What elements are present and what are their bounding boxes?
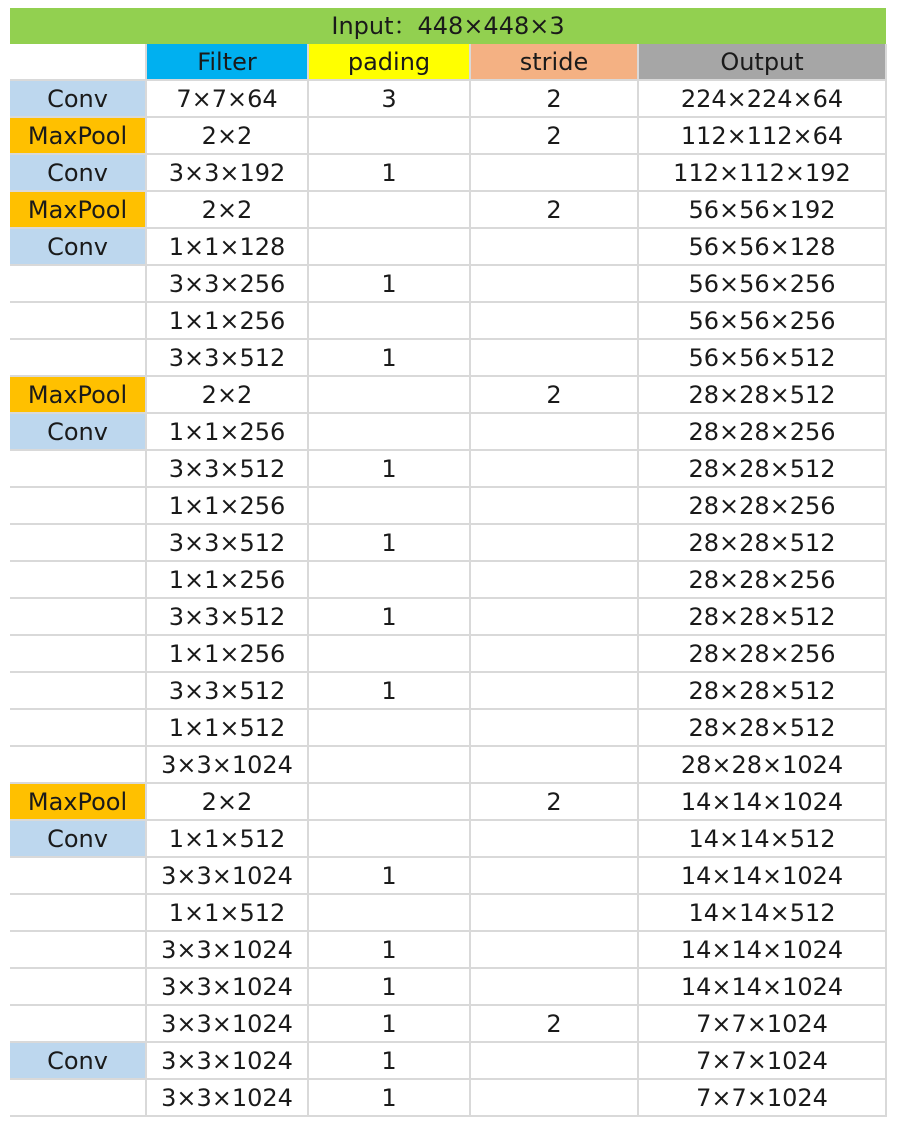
table-row: [10, 80, 886, 117]
table-row: [10, 413, 886, 450]
stride-cell: [470, 746, 638, 783]
filter-cell: 3×3×1024: [146, 1042, 308, 1079]
output-cell: 224×224×64: [638, 80, 886, 117]
output-cell: 7×7×1024: [638, 1079, 886, 1116]
filter-cell: 3×3×512: [146, 598, 308, 635]
table-row: [10, 265, 886, 302]
layer-type-cell: [10, 302, 146, 339]
output-cell: 56×56×256: [638, 302, 886, 339]
stride-cell: 2: [470, 191, 638, 228]
stride-cell: [470, 709, 638, 746]
pading-cell: 1: [308, 1042, 470, 1079]
pading-cell: 1: [308, 1079, 470, 1116]
table-row: [10, 376, 886, 413]
filter-cell: 7×7×64: [146, 80, 308, 117]
output-cell: 7×7×1024: [638, 1005, 886, 1042]
header-filter: Filter: [146, 44, 308, 80]
output-cell: 28×28×256: [638, 413, 886, 450]
table-row: [10, 302, 886, 339]
table-row: [10, 894, 886, 931]
output-cell: 56×56×128: [638, 228, 886, 265]
table-row: [10, 228, 886, 265]
layer-type-cell: [10, 635, 146, 672]
pading-cell: [308, 191, 470, 228]
output-cell: 14×14×1024: [638, 857, 886, 894]
output-cell: 112×112×192: [638, 154, 886, 191]
table-row: [10, 487, 886, 524]
pading-cell: 3: [308, 80, 470, 117]
table-row: [10, 931, 886, 968]
stride-cell: [470, 894, 638, 931]
filter-cell: 1×1×512: [146, 709, 308, 746]
stride-cell: [470, 487, 638, 524]
header-stride: stride: [470, 44, 638, 80]
output-cell: 14×14×1024: [638, 931, 886, 968]
table-row: [10, 820, 886, 857]
layer-type-cell: Conv: [10, 413, 146, 450]
pading-cell: [308, 783, 470, 820]
layer-type-cell: [10, 339, 146, 376]
table-row: [10, 635, 886, 672]
pading-cell: 1: [308, 154, 470, 191]
pading-cell: [308, 413, 470, 450]
stride-cell: [470, 265, 638, 302]
output-cell: 14×14×1024: [638, 783, 886, 820]
stride-cell: [470, 968, 638, 1005]
pading-cell: [308, 487, 470, 524]
filter-cell: 3×3×1024: [146, 1079, 308, 1116]
layer-type-cell: [10, 1005, 146, 1042]
stride-cell: [470, 1042, 638, 1079]
pading-cell: 1: [308, 931, 470, 968]
output-cell: 28×28×512: [638, 598, 886, 635]
pading-cell: 1: [308, 598, 470, 635]
pading-cell: [308, 709, 470, 746]
filter-cell: 1×1×256: [146, 635, 308, 672]
output-cell: 56×56×256: [638, 265, 886, 302]
pading-cell: [308, 820, 470, 857]
layer-type-cell: [10, 598, 146, 635]
pading-cell: 1: [308, 672, 470, 709]
table-row: [10, 598, 886, 635]
output-cell: 14×14×512: [638, 820, 886, 857]
pading-cell: 1: [308, 450, 470, 487]
table-row: [10, 1005, 886, 1042]
filter-cell: 2×2: [146, 191, 308, 228]
stride-cell: [470, 635, 638, 672]
table-row: [10, 783, 886, 820]
output-cell: 28×28×512: [638, 672, 886, 709]
stride-cell: [470, 561, 638, 598]
layer-type-cell: [10, 894, 146, 931]
filter-cell: 3×3×512: [146, 339, 308, 376]
header-pading: pading: [308, 44, 470, 80]
layer-type-cell: Conv: [10, 80, 146, 117]
filter-cell: 3×3×512: [146, 672, 308, 709]
table-row: [10, 524, 886, 561]
layer-type-cell: MaxPool: [10, 376, 146, 413]
table-row: [10, 561, 886, 598]
output-cell: 28×28×256: [638, 561, 886, 598]
pading-cell: 1: [308, 1005, 470, 1042]
filter-cell: 3×3×512: [146, 450, 308, 487]
stride-cell: 2: [470, 117, 638, 154]
filter-cell: 2×2: [146, 117, 308, 154]
pading-cell: 1: [308, 968, 470, 1005]
filter-cell: 3×3×1024: [146, 1005, 308, 1042]
layer-type-cell: [10, 1079, 146, 1116]
pading-cell: [308, 894, 470, 931]
output-cell: 112×112×64: [638, 117, 886, 154]
output-cell: 14×14×1024: [638, 968, 886, 1005]
stride-cell: [470, 228, 638, 265]
layer-type-cell: [10, 968, 146, 1005]
header-output: Output: [638, 44, 886, 80]
output-cell: 28×28×1024: [638, 746, 886, 783]
stride-cell: 2: [470, 80, 638, 117]
output-cell: 28×28×256: [638, 635, 886, 672]
filter-cell: 3×3×256: [146, 265, 308, 302]
pading-cell: 1: [308, 339, 470, 376]
table-body: [10, 80, 886, 1116]
table-row: [10, 117, 886, 154]
filter-cell: 3×3×192: [146, 154, 308, 191]
filter-cell: 3×3×1024: [146, 931, 308, 968]
output-cell: 28×28×256: [638, 487, 886, 524]
table-row: [10, 154, 886, 191]
output-cell: 7×7×1024: [638, 1042, 886, 1079]
layer-type-cell: [10, 561, 146, 598]
filter-cell: 3×3×1024: [146, 968, 308, 1005]
output-cell: 28×28×512: [638, 376, 886, 413]
layer-type-cell: [10, 746, 146, 783]
filter-cell: 1×1×512: [146, 894, 308, 931]
output-cell: 28×28×512: [638, 524, 886, 561]
pading-cell: 1: [308, 524, 470, 561]
stride-cell: [470, 931, 638, 968]
filter-cell: 1×1×256: [146, 302, 308, 339]
stride-cell: [470, 524, 638, 561]
layer-type-cell: [10, 672, 146, 709]
stride-cell: [470, 820, 638, 857]
filter-cell: 2×2: [146, 783, 308, 820]
stride-cell: [470, 339, 638, 376]
table-row: [10, 450, 886, 487]
pading-cell: 1: [308, 265, 470, 302]
yolo-architecture-table: [10, 8, 886, 1117]
output-cell: 28×28×512: [638, 450, 886, 487]
table-row: [10, 746, 886, 783]
layer-type-cell: MaxPool: [10, 783, 146, 820]
layer-type-cell: [10, 265, 146, 302]
table-row: [10, 672, 886, 709]
header-row: [10, 44, 886, 80]
pading-cell: [308, 746, 470, 783]
stride-cell: 2: [470, 376, 638, 413]
filter-cell: 1×1×256: [146, 561, 308, 598]
pading-cell: [308, 117, 470, 154]
pading-cell: 1: [308, 857, 470, 894]
pading-cell: [308, 376, 470, 413]
table-row: [10, 191, 886, 228]
filter-cell: 3×3×1024: [146, 857, 308, 894]
layer-type-cell: Conv: [10, 820, 146, 857]
layer-table: [10, 44, 887, 1117]
filter-cell: 1×1×256: [146, 487, 308, 524]
layer-type-cell: [10, 487, 146, 524]
stride-cell: [470, 857, 638, 894]
output-cell: 28×28×512: [638, 709, 886, 746]
header-layer-blank: [10, 44, 146, 80]
stride-cell: 2: [470, 783, 638, 820]
stride-cell: [470, 1079, 638, 1116]
table-row: [10, 1079, 886, 1116]
output-cell: 56×56×512: [638, 339, 886, 376]
stride-cell: [470, 154, 638, 191]
pading-cell: [308, 302, 470, 339]
input-title-bar: Input：448×448×3: [10, 8, 886, 44]
filter-cell: 1×1×256: [146, 413, 308, 450]
pading-cell: [308, 561, 470, 598]
stride-cell: [470, 302, 638, 339]
layer-type-cell: [10, 857, 146, 894]
table-row: [10, 857, 886, 894]
layer-type-cell: Conv: [10, 154, 146, 191]
filter-cell: 1×1×128: [146, 228, 308, 265]
table-row: [10, 968, 886, 1005]
filter-cell: 1×1×512: [146, 820, 308, 857]
stride-cell: [470, 672, 638, 709]
stride-cell: [470, 450, 638, 487]
layer-type-cell: Conv: [10, 1042, 146, 1079]
stride-cell: [470, 598, 638, 635]
output-cell: 14×14×512: [638, 894, 886, 931]
filter-cell: 3×3×1024: [146, 746, 308, 783]
layer-type-cell: [10, 931, 146, 968]
stride-cell: 2: [470, 1005, 638, 1042]
output-cell: 56×56×192: [638, 191, 886, 228]
filter-cell: 3×3×512: [146, 524, 308, 561]
table-row: [10, 339, 886, 376]
layer-type-cell: MaxPool: [10, 117, 146, 154]
pading-cell: [308, 228, 470, 265]
layer-type-cell: [10, 450, 146, 487]
filter-cell: 2×2: [146, 376, 308, 413]
layer-type-cell: Conv: [10, 228, 146, 265]
pading-cell: [308, 635, 470, 672]
stride-cell: [470, 413, 638, 450]
layer-type-cell: MaxPool: [10, 191, 146, 228]
layer-type-cell: [10, 524, 146, 561]
table-row: [10, 1042, 886, 1079]
layer-type-cell: [10, 709, 146, 746]
table-row: [10, 709, 886, 746]
